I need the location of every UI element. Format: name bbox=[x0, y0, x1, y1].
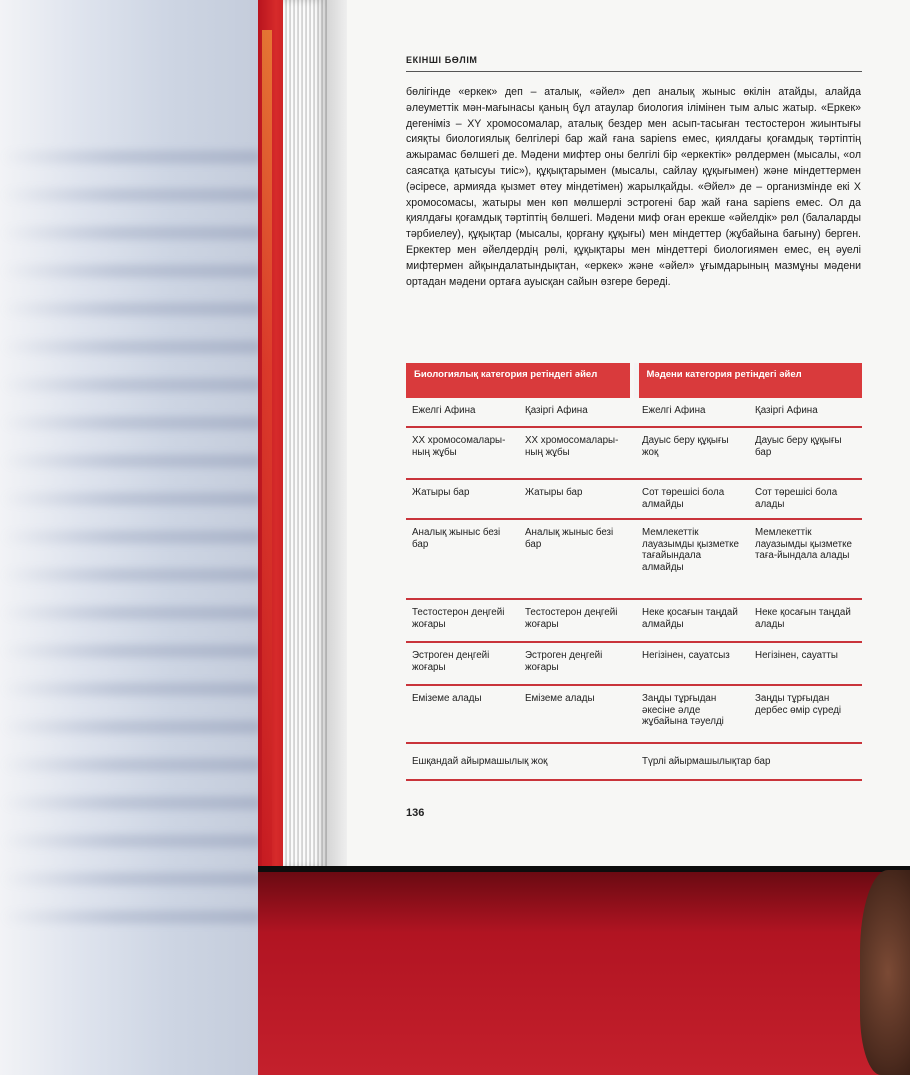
table-cell: Мемлекеттік лауазымды қызметке тағайындала алмайды bbox=[642, 527, 739, 573]
table-row bbox=[406, 643, 862, 686]
table-cell: Қазіргі Афина bbox=[755, 405, 818, 416]
table-cell: Заңды тұрғыдан әкесіне әлде жұбайына тәуелді bbox=[642, 693, 724, 727]
table-cell: Негізінен, сауатсыз bbox=[642, 650, 730, 661]
table-cell: Дауыс беру құқығы жоқ bbox=[642, 435, 729, 458]
comparison-table bbox=[406, 363, 862, 781]
body-paragraph: бөлігінде «еркек» деп – аталық, «әйел» деп аналық жыныс өкілін атайды, алайда әлеуметтік мән-мағынасы қаның бұл атаулар биология ілімінен тым алыс жатыр. «Еркек» дегеніміз – XY хромосомалар, аталық бездер мен асып-тасыған тестостерон жиынтығы сияқты биологиялық белгілері бар жай ғана sapiens емес, қиялдағы қоғамдық тәртіптің ажырамас бөлшегі де. Мәдени мифтер оны белгілі бір «еркектік» рөлдермен (мысалы, «ол саясатқа қатысуы тиіс»), құқықтарымен (мысалы, сайлау құқығымен) және міндеттермен (әсіресе, армияда қызмет өтеу міндетімен) жарылқайды. «Әйел» де – организмінде екі X хромосомасы, жатыры мен көп мөлшерлі эстрогені бар жай ғана sapiens емес. Ол да қиялдағы қоғамдық тәртіптің бөлшегі. Мәдени миф оған ерекше «әйелдік» рөл (балаларды тәрбиелеу), құқықтар (мысалы, қорғану құқығы) мен міндеттер (жұбайына бағыну) берген. Еркектер мен әйелдердің рөлі, құқықтары мен міндеттері биологиямен емес, ең әуелі мифтермен айқындалатындықтан, «еркек» және «әйел» ұғымдарының мазмұны мәдени ортадан мәдени ортаға ауысқан сайын өзгере береді. bbox=[406, 86, 861, 288]
header-cultural: Мәдени категория ретіндегі әйел bbox=[634, 363, 863, 398]
table-cell: XX хромосомалары-ның жұбы bbox=[525, 435, 619, 458]
table-cell: Еміземе алады bbox=[412, 693, 482, 704]
table-row bbox=[406, 686, 862, 744]
table-row bbox=[406, 428, 862, 480]
page-edges bbox=[283, 0, 327, 868]
table-cell: Мемлекеттік лауазымды қызметке таға-йындала алады bbox=[755, 527, 852, 561]
table-cell: Неке қосағын таңдай алмайды bbox=[642, 607, 738, 630]
blurred-text-lines bbox=[0, 150, 262, 1050]
table-cell: XX хромосомалары-ның жұбы bbox=[412, 435, 506, 458]
table-cell: Дауыс беру құқығы бар bbox=[755, 435, 842, 458]
table-cell: Ежелгі Афина bbox=[412, 405, 476, 416]
table-cell: Жатыры бар bbox=[525, 487, 583, 498]
table-footer-cultural: Түрлі айырмашылықтар бар bbox=[642, 756, 771, 767]
section-title: ЕКІНШІ БӨЛІМ bbox=[406, 55, 478, 65]
table-cell: Эстроген деңгейі жоғары bbox=[412, 650, 490, 673]
table-cell: Сот төрешісі бола алмайды bbox=[642, 487, 725, 510]
table-cell: Аналық жыныс безі бар bbox=[525, 527, 614, 550]
blurred-background bbox=[0, 0, 262, 1075]
page-gutter bbox=[327, 0, 349, 866]
table-cell: Негізінен, сауатты bbox=[755, 650, 838, 661]
table-cell: Аналық жыныс безі бар bbox=[412, 527, 501, 550]
page-number: 136 bbox=[406, 807, 425, 819]
table-cell: Тестостерон деңгейі жоғары bbox=[525, 607, 618, 630]
book-cover-bottom bbox=[258, 872, 910, 1075]
header-biological: Биологиялық категория ретіндегі әйел bbox=[406, 363, 630, 398]
table-footer-biological: Ешқандай айырмашылық жоқ bbox=[412, 756, 548, 767]
table-row bbox=[406, 600, 862, 643]
table-cell: Тестостерон деңгейі жоғары bbox=[412, 607, 505, 630]
table-cell: Заңды тұрғыдан дербес өмір сүреді bbox=[755, 693, 842, 716]
table-cell: Неке қосағын таңдай алады bbox=[755, 607, 851, 630]
table-header bbox=[406, 363, 862, 398]
table-cell: Қазіргі Афина bbox=[525, 405, 588, 416]
table-row bbox=[406, 480, 862, 520]
table-row bbox=[406, 398, 862, 428]
table-cell: Еміземе алады bbox=[525, 693, 595, 704]
table-cell: Эстроген деңгейі жоғары bbox=[525, 650, 603, 673]
book-cover-highlight bbox=[262, 30, 272, 870]
table-footer-row bbox=[406, 744, 862, 781]
table-cell: Сот төрешісі бола алады bbox=[755, 487, 838, 510]
table-cell: Жатыры бар bbox=[412, 487, 470, 498]
table-cell: Ежелгі Афина bbox=[642, 405, 706, 416]
table-row bbox=[406, 520, 862, 600]
hand-thumb bbox=[860, 870, 910, 1075]
section-rule bbox=[406, 71, 862, 72]
